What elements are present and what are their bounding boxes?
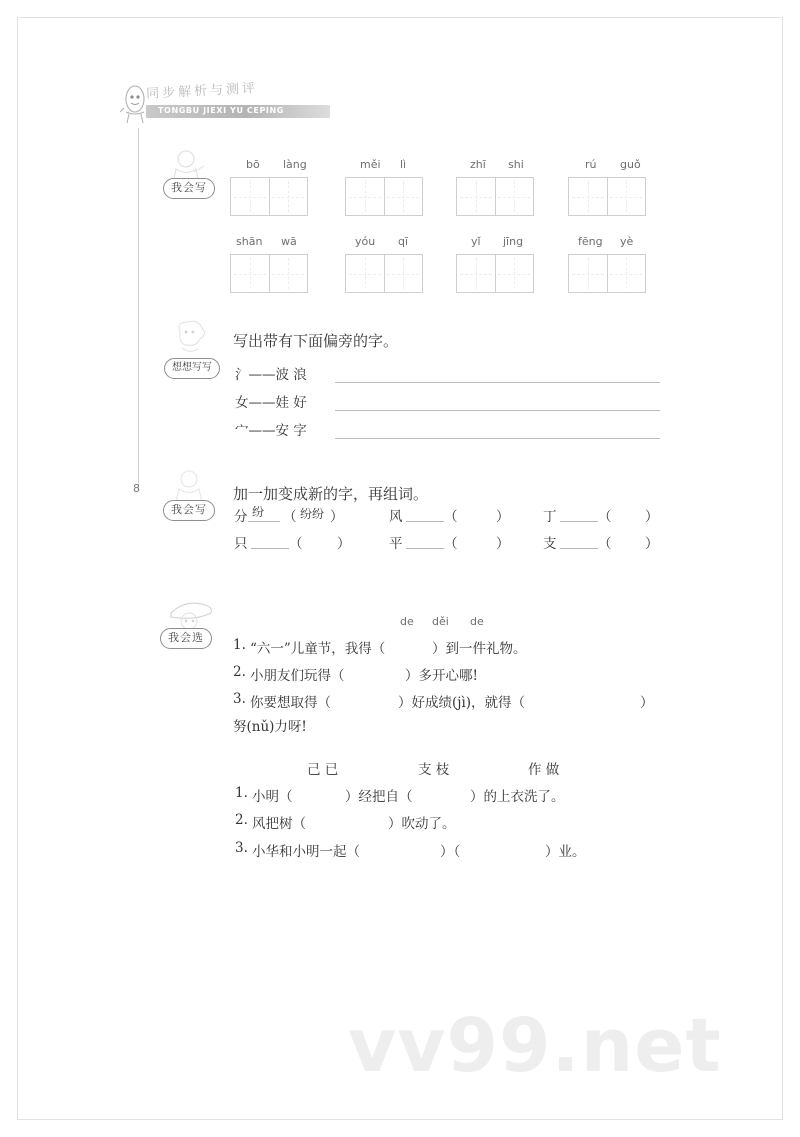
add-stroke-r1-paren-3: （	[598, 509, 612, 525]
add-stroke-r1-base-3: 丁	[543, 509, 557, 525]
left-margin-rule	[138, 128, 139, 490]
pinyin-r2c2-right: qī	[398, 235, 409, 248]
add-stroke-r2-paren-3b: ）	[645, 536, 659, 552]
de-sentence-3-cont: 努(nǔ)力呀!	[233, 719, 307, 735]
header-banner-pinyin: TONGBU JIEXI YU CEPING	[158, 106, 284, 115]
page-header	[118, 80, 378, 130]
radicals-prompt: 写出带有下面偏旁的字。	[233, 332, 399, 350]
pinyin-r1c2-left: měi	[360, 158, 381, 171]
char-sentence-3-after: ）业。	[545, 844, 586, 860]
radical-answer-line-2[interactable]	[335, 410, 660, 411]
de-sentence-1-before: “六一”儿童节，我得（	[250, 641, 386, 657]
writing-grid-r2c3[interactable]	[456, 254, 534, 293]
pinyin-r1c3-left: zhī	[470, 158, 486, 171]
char-sentence-2-before: 风把树（	[252, 816, 306, 832]
pinyin-r2c3-left: yǐ	[471, 235, 481, 248]
pinyin-r1c4-left: rú	[585, 158, 597, 171]
header-chinese-title: 同步解析与测评	[145, 81, 259, 102]
char-sentence-3-num: 3.	[235, 840, 248, 856]
writing-grid-r1c3[interactable]	[456, 177, 534, 216]
pinyin-r1c4-right: guǒ	[620, 158, 641, 171]
radical-row-2: 女——娃 好	[235, 395, 307, 411]
add-stroke-r1-paren-1b: ）	[330, 509, 344, 525]
de-sentence-3-num: 3.	[233, 691, 246, 707]
badge-wo-hui-xie-2: 我会写	[163, 500, 215, 521]
char-choice-group-1: 己 已	[307, 762, 339, 778]
de-choice-3: de	[470, 615, 484, 628]
char-choice-group-3: 作 做	[528, 762, 560, 778]
char-sentence-1-after: ）的上衣洗了。	[470, 789, 565, 805]
add-stroke-prompt: 加一加变成新的字，再组词。	[233, 485, 429, 503]
add-stroke-r1-rule-3[interactable]	[560, 521, 598, 522]
char-sentence-1-before: 小明（	[252, 789, 293, 805]
char-choice-group-2: 支 枝	[418, 762, 450, 778]
badge-wo-hui-xie-1: 我会写	[163, 178, 215, 199]
writing-grid-r2c2[interactable]	[345, 254, 423, 293]
add-stroke-r1-word-1[interactable]: 纷纷	[300, 507, 325, 521]
de-sentence-3-before: 你要想取得（	[250, 695, 331, 711]
radical-row-3: 宀——安 字	[235, 423, 307, 439]
de-choice-1: de	[400, 615, 414, 628]
writing-grid-r2c1[interactable]	[230, 254, 308, 293]
add-stroke-r2-rule-3[interactable]	[560, 548, 598, 549]
add-stroke-r1-paren-2b: ）	[496, 509, 510, 525]
add-stroke-r2-rule-2[interactable]	[406, 548, 444, 549]
de-sentence-2-after: ）多开心哪!	[405, 668, 478, 684]
add-stroke-r2-base-1: 只	[234, 536, 248, 552]
add-stroke-r2-paren-1: （	[289, 536, 303, 552]
de-sentence-3-after: ）	[640, 695, 654, 711]
add-stroke-r2-base-2: 平	[389, 536, 403, 552]
add-stroke-r1-base-1: 分	[234, 509, 248, 525]
pinyin-r1c2-right: lì	[400, 158, 407, 171]
pinyin-r2c2-left: yóu	[355, 235, 376, 248]
radical-answer-line-1[interactable]	[335, 382, 660, 383]
de-sentence-1-num: 1.	[233, 637, 246, 653]
writing-grid-r1c4[interactable]	[568, 177, 646, 216]
pinyin-r1c1-right: làng	[283, 158, 307, 171]
char-sentence-1-mid: ）经把自（	[345, 789, 413, 805]
writing-grid-r1c2[interactable]	[345, 177, 423, 216]
add-stroke-r1-answer-1[interactable]: 纷	[252, 505, 265, 519]
header-banner	[146, 105, 330, 118]
pinyin-r2c4-left: fēng	[578, 235, 603, 248]
de-sentence-2-num: 2.	[233, 664, 246, 680]
radical-row-1: 氵——波 浪	[235, 367, 307, 383]
de-sentence-1-after: ）到一件礼物。	[432, 641, 527, 657]
add-stroke-r1-rule-1[interactable]	[248, 521, 280, 522]
page-number: 8	[133, 482, 140, 495]
badge-xiang-xiang-xie-xie: 想想写写	[164, 358, 220, 379]
pinyin-r2c1-right: wā	[281, 235, 297, 248]
de-sentence-3-mid: ）好成绩(jì)，就得（	[398, 695, 526, 711]
pinyin-r2c3-right: jīng	[503, 235, 524, 248]
pinyin-r1c1-left: bō	[246, 158, 260, 171]
add-stroke-r1-rule-2[interactable]	[406, 521, 444, 522]
de-choice-2: děi	[432, 615, 449, 628]
writing-grid-r1c1[interactable]	[230, 177, 308, 216]
char-sentence-2-after: ）吹动了。	[388, 816, 456, 832]
add-stroke-r1-paren-1: （	[283, 509, 297, 525]
add-stroke-r2-rule-1[interactable]	[251, 548, 289, 549]
add-stroke-r1-paren-3b: ）	[645, 509, 659, 525]
char-sentence-3-mid: ）（	[440, 844, 461, 860]
char-sentence-3-before: 小华和小明一起（	[252, 844, 360, 860]
site-watermark: vv99.net	[348, 1003, 722, 1089]
de-sentence-2-before: 小朋友们玩得（	[250, 668, 345, 684]
add-stroke-r2-paren-2: （	[444, 536, 458, 552]
char-sentence-1-num: 1.	[235, 785, 248, 801]
child-thinking-icon	[168, 318, 212, 358]
pinyin-r1c3-right: shi	[508, 158, 524, 171]
pinyin-r2c1-left: shān	[236, 235, 263, 248]
badge-wo-hui-xuan: 我会选	[160, 628, 212, 649]
add-stroke-r2-base-3: 支	[543, 536, 557, 552]
pinyin-r2c4-right: yè	[620, 235, 634, 248]
add-stroke-r2-paren-1b: ）	[337, 536, 351, 552]
radical-answer-line-3[interactable]	[335, 438, 660, 439]
writing-grid-r2c4[interactable]	[568, 254, 646, 293]
add-stroke-r2-paren-2b: ）	[496, 536, 510, 552]
char-sentence-2-num: 2.	[235, 812, 248, 828]
add-stroke-r2-paren-3: （	[598, 536, 612, 552]
add-stroke-r1-base-2: 风	[389, 509, 403, 525]
add-stroke-r1-paren-2: （	[444, 509, 458, 525]
